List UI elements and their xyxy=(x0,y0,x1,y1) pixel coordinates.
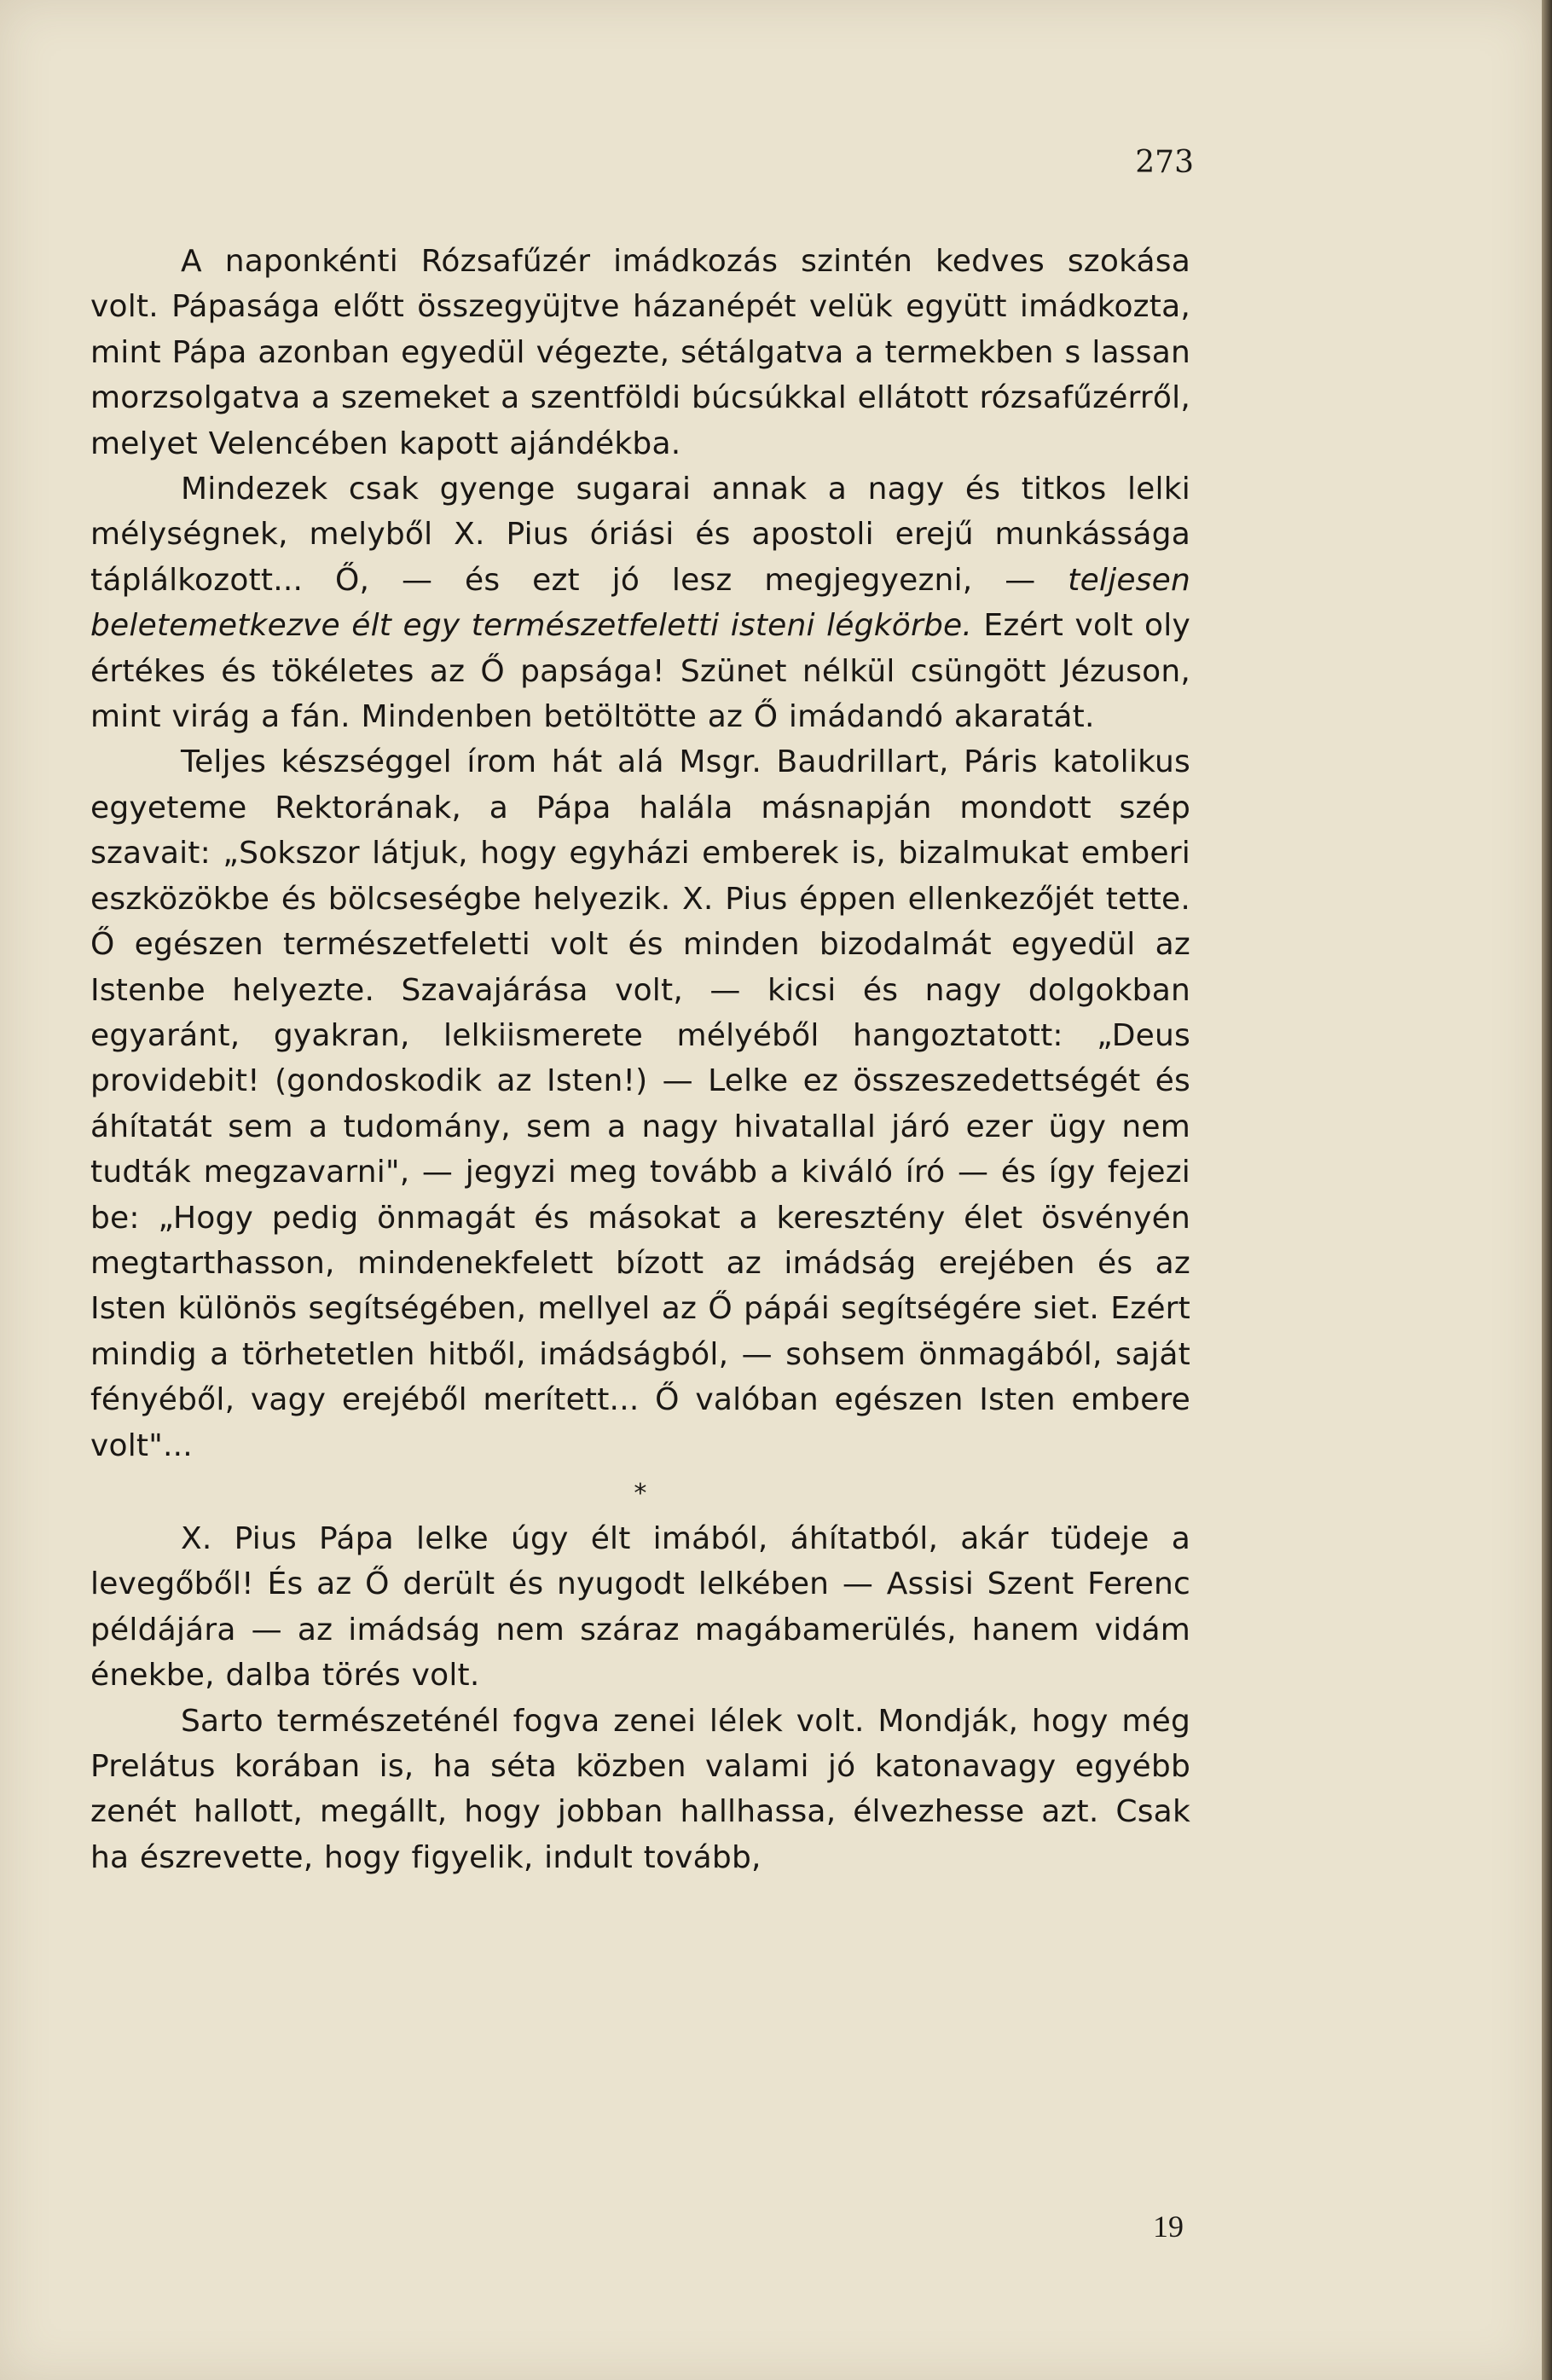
signature-mark: 19 xyxy=(1153,2209,1184,2244)
page-edge-shadow xyxy=(1542,0,1552,2380)
paragraph-baudrillart-quote: Teljes készséggel írom hát alá Msgr. Baudrillart, Páris katolikus egyeteme Rektorának, a Pápa halála másnapján mondott szép szavait: „Sokszor látjuk, hogy egyházi emberek is, bizalmukat emberi eszközökbe és bölcseségbe helyezik. X. Pius éppen ellenkezőjét tette. Ő egészen természetfeletti volt és minden bizodalmát egyedül az Istenbe helyezte. Szavajárása volt, — kicsi és nagy dolgokban egyaránt, gyakran, lelkiismerete mélyéből hangoztatott: „Deus providebit! (gondoskodik az Isten!) — Lelke ez összeszedettségét és áhítatát sem a tudomány, sem a nagy hivatallal járó ezer ügy nem tudták megzavarni", — jegyzi meg tovább a kiváló író — és így fejezi be: „Hogy pedig önmagát és másokat a keresztény élet ösvényén megtarthasson, mindenekfelett bízott az imádság erejében és az Isten különös segítségében, mellyel az Ő pápái segítségére siet. Ezért mindig a törhetetlen hitből, imádságból, — sohsem önmagából, saját fényéből, vagy erejéből merített... Ő valóban egészen Isten embere volt"... xyxy=(90,744,1190,1463)
paragraph-depths xyxy=(90,466,1190,739)
body-text xyxy=(90,239,1190,1880)
paragraph-music: Sarto természeténél fogva zenei lélek volt. Mondják, hogy még Prelátus korában is, ha séta közben valami jó katonavagy egyébb zenét hallott, megállt, hogy jobban hallhassa, élvezhesse azt. Csak ha észrevette, hogy figyelik, indult tovább, xyxy=(90,1703,1190,1875)
paragraph-prayer-life: X. Pius Pápa lelke úgy élt imából, áhítatból, akár tüdeje a levegőből! És az Ő derült és nyugodt lelkében — Assisi Szent Ferenc példájára — az imádság nem száraz magábamerülés, hanem vidám énekbe, dalba törés volt. xyxy=(90,1520,1190,1694)
paragraph-depths-rest: Ezért volt oly értékes és tökéletes az Ő papsága! Szünet nélkül csüngött Jézuson, mint virág a fán. Mindenben betöltötte az Ő imádandó akaratát. xyxy=(90,608,1190,735)
paragraph-rosary: A naponkénti Rózsafűzér imádkozás szintén kedves szokása volt. Pápasága előtt összegyüjtve házanépét velük együtt imádkozta, mint Pápa azonban egyedül végezte, sétálgatva a termekben s lassan morzsolgatva a szemeket a szentföldi búcsúkkal ellátott rózsafűzérről, melyet Velencében kapott ajándékba. xyxy=(90,244,1190,461)
page-number: 273 xyxy=(1135,145,1194,180)
section-separator: * xyxy=(634,1478,647,1508)
paragraph-depths-intro: Mindezek csak gyenge sugarai annak a nagy és titkos lelki mélységnek, melyből X. Pius óriási és apostoli erejű munkássága táplálkozott... Ő, — és ezt jó lesz megjegyezni, — xyxy=(90,472,1190,598)
paragraph-depths-italic: teljesen beletemetkezve élt egy természetfeletti isteni légkörbe. xyxy=(90,562,1190,644)
